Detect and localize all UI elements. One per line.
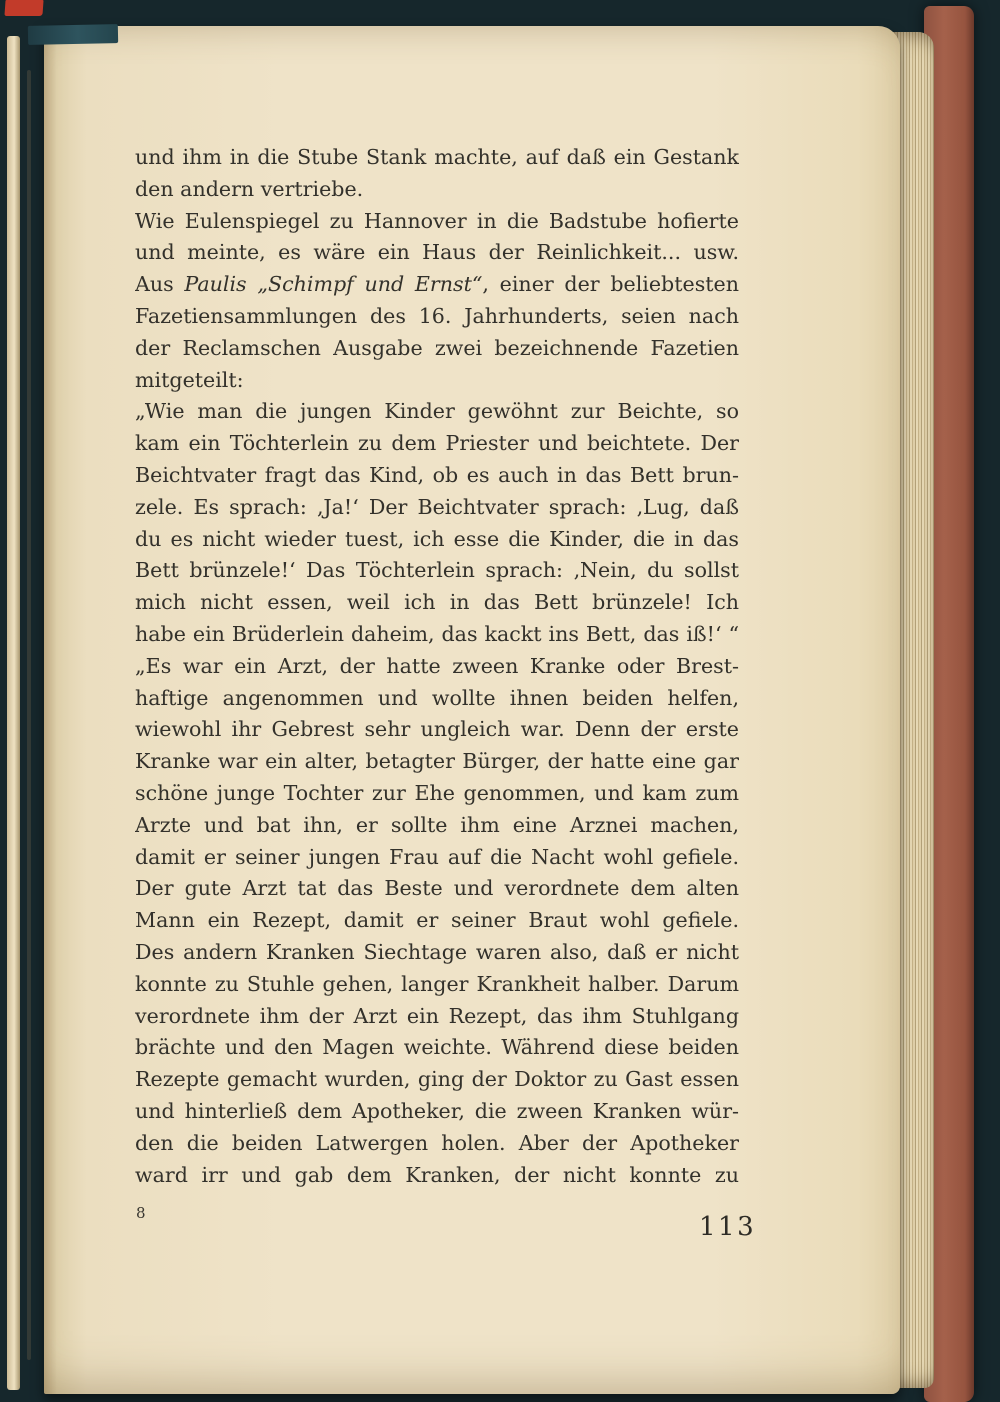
text-line bbox=[135, 174, 739, 206]
text-segment: Arzte und bat ihn, er sollte ihm eine Arznei machen, bbox=[135, 812, 739, 837]
text-segment: ward irr und gab dem Kranken, der nicht konnte zu bbox=[135, 1162, 739, 1187]
gutter-shadow-line bbox=[27, 70, 31, 1360]
text-segment: haftige angenommen und wollte ihnen beiden helfen, bbox=[135, 685, 739, 710]
text-segment: konnte zu Stuhle gehen, langer Krankheit halber. Darum bbox=[135, 971, 739, 996]
text-line bbox=[135, 460, 739, 492]
text-segment: Rezepte gemacht wurden, ging der Doktor zu Gast essen bbox=[135, 1067, 739, 1092]
text-segment: „Es war ein Arzt, der hatte zween Kranke oder Brest- bbox=[135, 653, 739, 678]
text-line bbox=[135, 746, 739, 778]
text-line bbox=[135, 1096, 739, 1128]
text-line bbox=[135, 524, 739, 556]
page-text bbox=[135, 142, 739, 1191]
text-line bbox=[135, 301, 739, 333]
text-segment: kam ein Töchterlein zu dem Priester und beichtete. Der bbox=[135, 431, 739, 456]
text-line bbox=[135, 905, 739, 937]
text-segment: Kranke war ein alter, betagter Bürger, der hatte eine gar bbox=[135, 749, 739, 774]
text-line bbox=[135, 428, 739, 460]
text-line bbox=[135, 714, 739, 746]
text-segment: und meinte, es wäre ein Haus der Reinlichkeit... usw. bbox=[135, 240, 739, 265]
text-segment: Mann ein Rezept, damit er seiner Braut wohl gefiele. bbox=[135, 908, 739, 933]
text-segment: wiewohl ihr Gebrest sehr ungleich war. Denn der erste bbox=[135, 717, 739, 742]
text-line bbox=[135, 333, 739, 365]
text-line bbox=[135, 842, 739, 874]
text-segment: Der gute Arzt tat das Beste und verordnete dem alten bbox=[135, 876, 739, 901]
text-segment: damit er seiner jungen Frau auf die Nacht wohl gefiele. bbox=[135, 844, 739, 869]
text-segment: Fazetiensammlungen des 16. Jahrhunderts, seien nach bbox=[135, 303, 739, 328]
text-segment: mich nicht essen, weil ich in das Bett brünzele! Ich bbox=[135, 590, 739, 615]
text-segment: zele. Es sprach: ‚Ja!‘ Der Beichtvater sprach: ‚Lug, daß bbox=[135, 494, 739, 519]
text-line bbox=[135, 1160, 739, 1192]
text-segment: den andern vertriebe. bbox=[135, 176, 364, 201]
text-segment: , einer der beliebtesten bbox=[482, 272, 739, 297]
left-page-edge bbox=[7, 36, 20, 1390]
binding-ribbon bbox=[28, 24, 118, 45]
text-segment: mitgeteilt: bbox=[135, 367, 244, 392]
text-segment: Des andern Kranken Siechtage waren also, daß er nicht bbox=[135, 939, 739, 964]
text-segment: Aus bbox=[135, 272, 185, 297]
text-line bbox=[135, 683, 739, 715]
text-segment: und hinterließ dem Apotheker, die zween Kranken wür- bbox=[135, 1098, 739, 1123]
text-line bbox=[135, 969, 739, 1001]
text-line bbox=[135, 937, 739, 969]
text-segment: „Wie man die jungen Kinder gewöhnt zur Beichte, so bbox=[135, 399, 739, 424]
text-segment: Bett brünzele!‘ Das Töchterlein sprach: ‚Nein, du sollst bbox=[135, 558, 739, 583]
text-segment: der Reclamschen Ausgabe zwei bezeichnende Fazetien bbox=[135, 335, 739, 360]
book-page bbox=[44, 26, 900, 1394]
text-line bbox=[135, 142, 739, 174]
text-segment: Wie Eulenspiegel zu Hannover in die Badstube hofierte bbox=[135, 208, 739, 233]
text-line bbox=[135, 365, 739, 397]
text-line bbox=[135, 619, 739, 651]
text-line bbox=[135, 1128, 739, 1160]
text-line bbox=[135, 206, 739, 238]
text-segment: habe ein Brüderlein daheim, das kackt ins Bett, das iß!‘ “ bbox=[135, 621, 739, 646]
text-line bbox=[135, 873, 739, 905]
text-segment: verordnete ihm der Arzt ein Rezept, das ihm Stuhlgang bbox=[135, 1003, 739, 1028]
text-line bbox=[135, 778, 739, 810]
text-line bbox=[135, 237, 739, 269]
text-line bbox=[135, 651, 739, 683]
text-line bbox=[135, 810, 739, 842]
text-line bbox=[135, 1032, 739, 1064]
text-segment: Beichtvater fragt das Kind, ob es auch in das Bett brun- bbox=[135, 462, 739, 487]
page-number: 113 bbox=[699, 1212, 757, 1242]
italic-text-segment: Paulis „Schimpf und Ernst“ bbox=[184, 272, 483, 297]
red-corner-mark bbox=[4, 0, 43, 16]
signature-mark: 8 bbox=[136, 1204, 146, 1222]
text-segment: du es nicht wieder tuest, ich esse die Kinder, die in das bbox=[135, 526, 739, 551]
text-segment: den die beiden Latwergen holen. Aber der Apotheker bbox=[135, 1130, 739, 1155]
text-line bbox=[135, 1064, 739, 1096]
text-line bbox=[135, 1001, 739, 1033]
text-line bbox=[135, 269, 739, 301]
text-line bbox=[135, 587, 739, 619]
text-line bbox=[135, 555, 739, 587]
text-segment: und ihm in die Stube Stank machte, auf daß ein Gestank bbox=[135, 145, 739, 169]
text-segment: schöne junge Tochter zur Ehe genommen, und kam zum bbox=[135, 780, 739, 805]
text-line bbox=[135, 396, 739, 428]
text-segment: brächte und den Magen weichte. Während diese beiden bbox=[135, 1035, 739, 1060]
text-line bbox=[135, 492, 739, 524]
